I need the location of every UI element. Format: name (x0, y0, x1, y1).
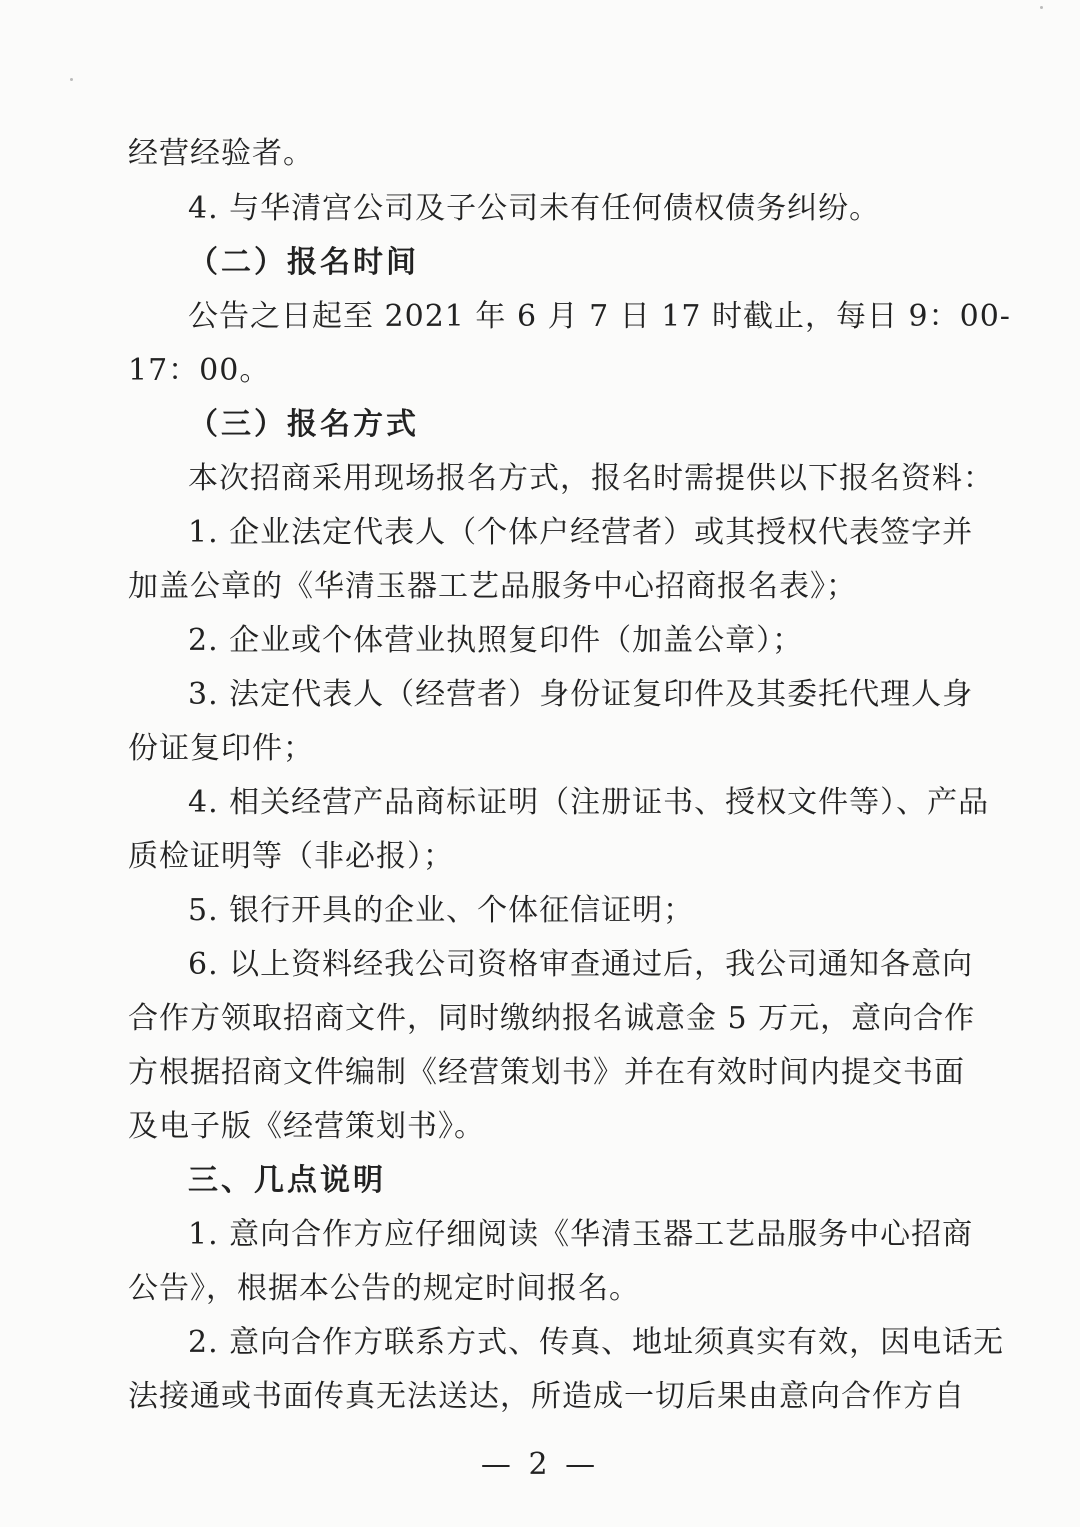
paragraph-line: 17：00。 (128, 353, 271, 388)
section-heading: （二）报名时间 (188, 245, 419, 280)
paragraph-line: 合作方领取招商文件，同时缴纳报名诚意金 5 万元，意向合作 (128, 1001, 976, 1036)
paragraph-line: 4. 相关经营产品商标证明（注册证书、授权文件等）、产品 (188, 785, 990, 820)
section-heading: 三、几点说明 (188, 1163, 386, 1198)
page-number: — 2 — (480, 1447, 600, 1482)
paragraph-line: 份证复印件； (128, 731, 314, 766)
paragraph-line: 质检证明等（非必报）； (128, 839, 454, 874)
paragraph-line: 4. 与华清宫公司及子公司未有任何债权债务纠纷。 (188, 191, 881, 226)
paragraph-line: 5. 银行开具的企业、个体征信证明； (188, 893, 695, 928)
paragraph-line: 3. 法定代表人（经营者）身份证复印件及其委托代理人身 (188, 677, 974, 712)
scan-speck (70, 78, 73, 81)
paragraph-line: 经营经验者。 (128, 136, 314, 171)
paragraph-line: 法接通或书面传真无法送达，所造成一切后果由意向合作方自 (128, 1379, 965, 1414)
paragraph-line: 1. 意向合作方应仔细阅读《华清玉器工艺品服务中心招商 (188, 1217, 974, 1252)
paragraph-line: 2. 企业或个体营业执照复印件（加盖公章）； (188, 623, 804, 658)
paragraph-line: 公告》，根据本公告的规定时间报名。 (128, 1271, 640, 1306)
paragraph-line: 6. 以上资料经我公司资格审查通过后，我公司通知各意向 (188, 947, 974, 982)
paragraph-line: 及电子版《经营策划书》。 (128, 1109, 485, 1144)
paragraph-line: 本次招商采用现场报名方式，报名时需提供以下报名资料： (188, 461, 994, 496)
paragraph-line: 加盖公章的《华清玉器工艺品服务中心招商报名表》； (128, 569, 857, 604)
section-heading: （三）报名方式 (188, 407, 419, 442)
paragraph-line: 方根据招商文件编制《经营策划书》并在有效时间内提交书面 (128, 1055, 965, 1090)
scan-speck (1040, 6, 1043, 9)
paragraph-line: 公告之日起至 2021 年 6 月 7 日 17 时截止，每日 9：00- (188, 299, 1011, 334)
paragraph-line: 2. 意向合作方联系方式、传真、地址须真实有效，因电话无 (188, 1325, 1005, 1360)
paragraph-line: 1. 企业法定代表人（个体户经营者）或其授权代表签字并 (188, 515, 974, 550)
